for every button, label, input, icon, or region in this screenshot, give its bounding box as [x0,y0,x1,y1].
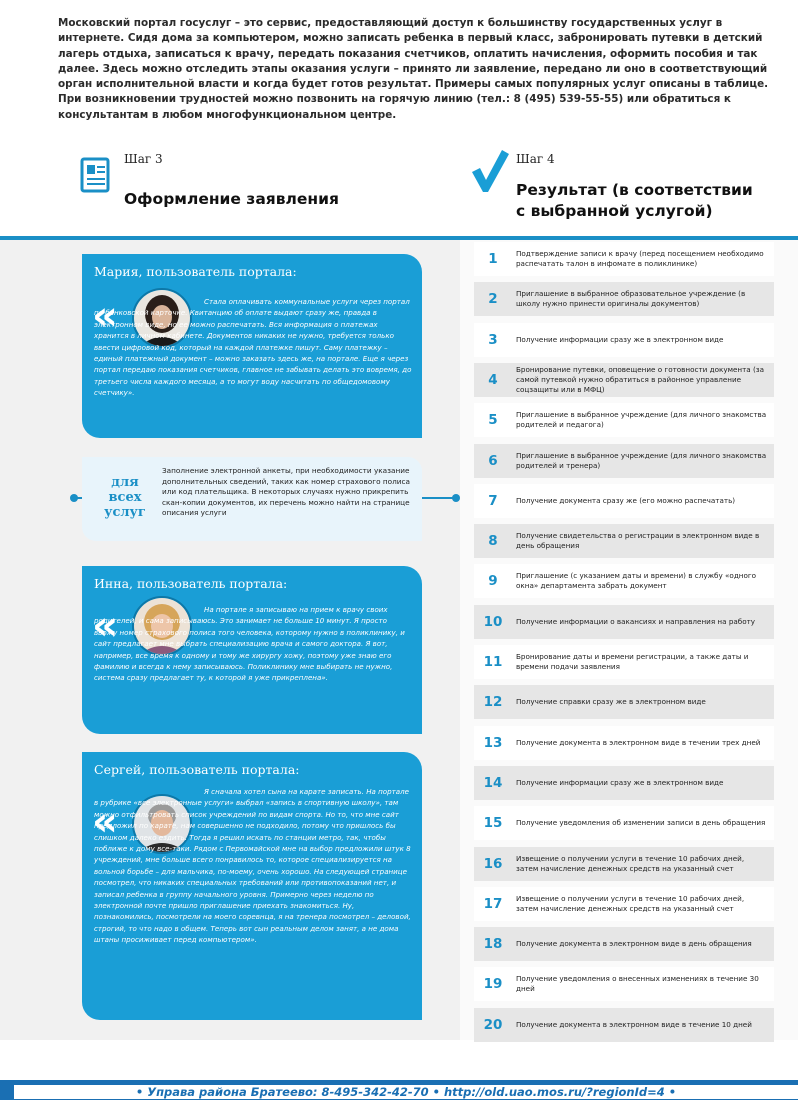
quote-icon: « [92,799,118,845]
result-number: 6 [488,452,498,469]
testimonial-name: Инна, пользователь портала: [94,576,288,591]
result-number: 3 [488,331,498,348]
testimonial-card-inna [82,566,422,734]
result-row [474,847,774,881]
step3-title: Оформление заявления [124,190,339,208]
result-row [474,323,774,357]
result-row [474,927,774,961]
result-row [474,363,774,397]
result-row [474,1008,774,1042]
divider-line [0,236,798,240]
step4-label: Шаг 4 [516,152,555,166]
result-row [474,685,774,719]
testimonial-text: Я сначала хотел сына на карате записать. На портале в рубрике «все электронные услуги» выбрал «запись в спортивную школу», там можно отфильтровать список учреждений по видам спорта. Но то, что мне сайт предложил по карате, нам совершенно не подходило, потому что пришлось бы слишком далеко ездить. Тогда я решил искать по станции метро, так, чтобы поближе к дому все-таки. Рядом с Первомайской мне на выбор предложили штук 8 учреждений, мне больше всего понравилось то, которое специализируется на вольной борьбе – для мальчика, по-моему, очень хорошо. На следующей странице посмотрел, что никаких специальных требований или противопоказаний нет, и записал ребенка в группу начального уровня. Примерно через неделю по электронной почте пришло приглашение приехать знакомиться. Ну, познакомились, посмотрели на моего соревнца, я на тренера посмотрел – деловой, строгий, то что надо в общем. Теперь вот сын реальным делом занят, а не дома штаны просиживает перед компьютером». [94,787,411,945]
result-text: Извещение о получении услуги в течение 10 рабочих дней, затем начисление денежных средств на указанный счет [516,853,745,873]
result-text: Приглашение в выбранное учреждение (для личного знакомства родителей и тренера) [516,450,767,470]
result-text: Бронирование путевки, оповещение о готовности документа (за самой путевкой нужно обратиться в районное управление соцзащиты или в МФЦ) [516,364,765,394]
result-number: 1 [488,251,498,267]
result-row [474,806,774,840]
result-text: Получение документа в электронном виде в течение 10 дней [516,1019,752,1029]
result-text: Приглашение (с указанием даты и времени) в службу «одного окна» департамента забрать документ [516,571,757,591]
result-number: 18 [483,936,503,953]
testimonial-text: На портале я записываю на прием к врачу своих родителей, и сама записываюсь. Это занимает не больше 10 минут. Я просто ввожу номер страхового полиса того человека, которому нужно в поликлинику, и сайт предлагает мне выбрать специализацию врача и самого доктора. Я вот, например, все время к одному и тому же хирургу хожу, поэтому уже знаю его фамилию и всегда к нему записываюсь. Поликлинику мне выбирать не нужно, система сразу предлагает ту, к которой я уже прикреплена». [94,605,405,683]
result-text: Получение уведомления о внесенных изменениях в течение 30 дней [516,974,759,994]
result-text: Извещение о получении услуги в течение 10 рабочих дней, затем начисление денежных средств на указанный счет [516,893,745,913]
result-number: 19 [483,976,503,993]
result-row [474,766,774,800]
result-row [474,444,774,478]
result-number: 4 [488,371,498,388]
result-row [474,564,774,598]
step4-title-line2: с выбранной услугой) [516,202,713,220]
result-row [474,887,774,921]
result-number: 14 [483,774,503,791]
step3-label: Шаг 3 [124,152,163,166]
result-row [474,524,774,558]
result-number: 5 [488,412,498,429]
result-number: 20 [483,1016,503,1033]
result-text: Получение документа в электронном виде в течении трех дней [516,737,761,747]
connector-dot-right [452,494,460,502]
result-number: 16 [483,855,503,872]
document-form-icon [80,157,112,193]
result-row [474,242,774,276]
connector-dot-left [70,494,78,502]
result-row [474,484,774,518]
result-text: Получение свидетельства о регистрации в электронном виде в день обращения [516,531,760,551]
footer-text: • Управа района Братеево: 8-495-342-42-70 • http://old.uao.mos.ru/?regionId=4 • [14,1084,798,1099]
result-number: 11 [483,654,503,670]
result-row [474,645,774,679]
result-text: Приглашение в выбранное образовательное учреждение (в школу нужно принести оригиналы документов) [516,289,746,309]
footer-square [0,1084,12,1099]
result-number: 9 [488,573,498,590]
result-text: Бронирование даты и времени регистрации, а также даты и времени подачи заявления [516,652,749,671]
result-text: Получение документа в электронном виде в день обращения [516,939,752,949]
result-text: Подтверждение записи к врачу (перед посещением необходимо распечатать талон в инфомате в поликлинике) [516,249,764,268]
result-text: Получение справки сразу же в электронном виде [516,697,706,707]
all-services-box [82,457,422,541]
testimonial-card-sergey [82,752,422,1020]
result-text: Получение уведомления об изменении записи в день обращения [516,818,766,828]
result-row [474,726,774,760]
result-row [474,605,774,639]
connector-right [422,497,456,499]
result-number: 17 [483,895,503,912]
result-text: Получение информации о вакансиях и направления на работу [516,616,756,626]
testimonial-text: Стала оплачивать коммунальные услуги через портал по банковской карточке. Квитанцию об оплате выдают сразу же, правда в электронном виде, но ее можно распечатать. Вся информация о платежах хранится в личном кабинете. Документов никаких не нужно, требуется только ввести цифровой код, который на каждой платежке пишут. Саму платежку – единый платежный документ – можно заказать здесь же, на портале. Еще я через портал передаю показания счетчиков, главное не забывать делать это вовремя, до третьего числа каждого месяца, а то могут воду насчитать по общедомовому счетчику». [94,297,412,398]
quote-icon: « [92,603,118,649]
quote-icon: « [92,293,118,339]
result-number: 10 [483,613,503,630]
result-number: 2 [488,291,498,308]
step4-title-line1: Результат (в соответствии [516,181,753,199]
result-number: 12 [483,694,503,711]
result-number: 8 [488,533,498,550]
testimonial-card-maria [82,254,422,438]
result-text: Приглашение в выбранное учреждение (для личного знакомства родителей и педагога) [516,410,767,430]
all-services-label: для всех услуг [104,475,146,520]
result-number: 15 [483,815,503,832]
intro-paragraph: Московский портал госуслуг – это сервис, предоставляющий доступ к большинству государственных услуг в интернете. Сидя дома за компьютером, можно записать ребенка в первый класс, забронировать путевки в детский лагерь отдыха, записаться к врачу, передать показания счетчиков, оплатить начисления, оформить пособия и так далее. Здесь можно отследить этапы оказания услуги – принято ли заявление, передано ли оно в соответствующий орган исполнительной власти и когда будет готов результат. Примеры самых популярных услуг описаны в таблице. При возникновении трудностей можно позвонить на горячую линию (тел.: 8 (495) 539-55-55) или обратиться к консультантам в любом многофункциональном центре. [58,17,769,121]
testimonial-name: Мария, пользователь портала: [94,264,297,279]
result-row [474,967,774,1001]
result-text: Получение документа сразу же (его можно распечатать) [516,495,736,505]
result-row [474,403,774,437]
testimonial-name: Сергей, пользователь портала: [94,762,300,777]
checkmark-icon [470,148,510,194]
all-services-text: Заполнение электронной анкеты, при необходимости указание дополнительных сведений, таких как номер страхового полиса или код плательщика. В некоторых случаях нужно прикрепить скан-копии документов, их перечень можно найти на странице описания услуги [162,466,410,517]
result-text: Получение информации сразу же в электронном виде [516,777,724,787]
result-text: Получение информации сразу же в электронном виде [516,334,724,344]
result-row [474,282,774,316]
result-number: 7 [488,492,498,509]
result-number: 13 [483,734,503,751]
